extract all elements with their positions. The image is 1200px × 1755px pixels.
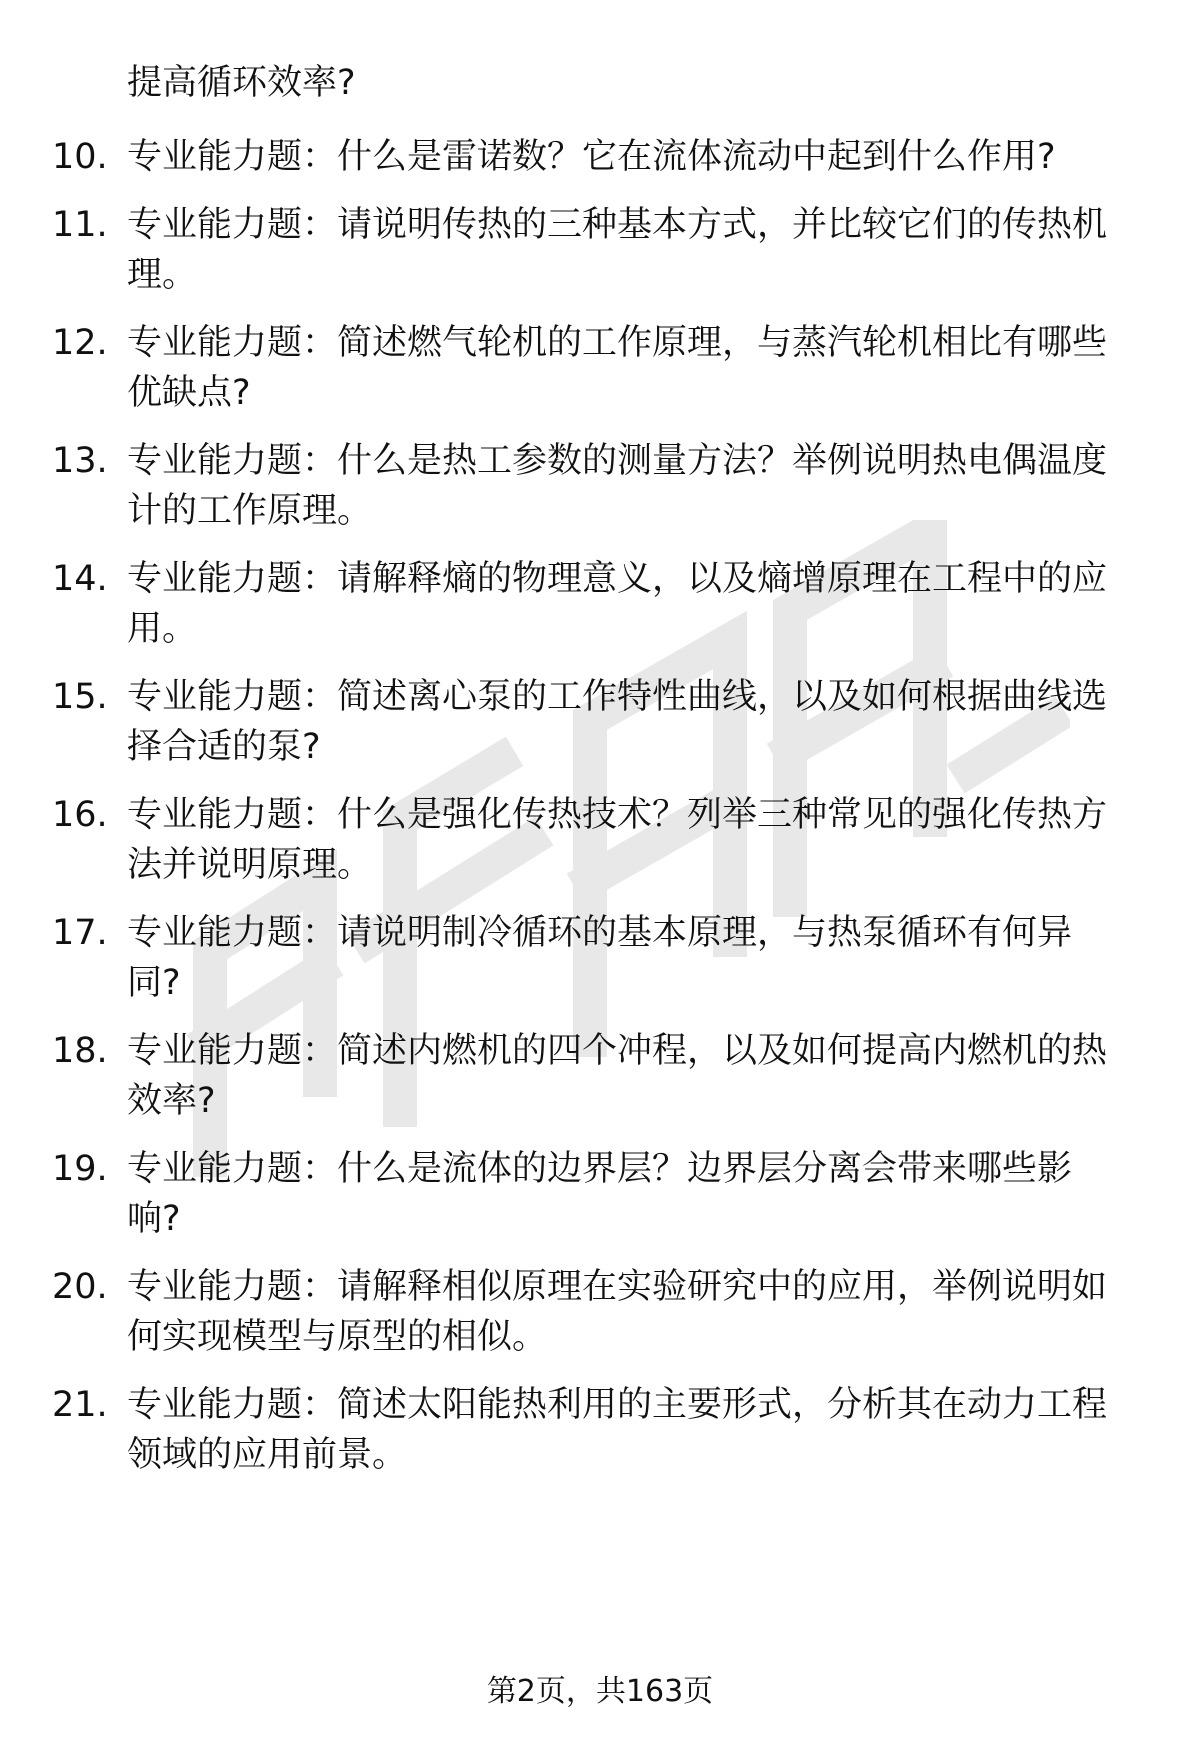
continuation-text: 提高循环效率?: [127, 63, 356, 103]
question-text: 专业能力题：什么是强化传热技术？列举三种常见的强化传热方 法并说明原理。: [127, 795, 1108, 885]
question-number: 20.: [52, 1267, 108, 1307]
page-footer: 第2页，共163页: [486, 1674, 714, 1709]
question-text: 专业能力题：简述内燃机的四个冲程，以及如何提高内燃机的热 效率?: [127, 1031, 1108, 1121]
question-text: 专业能力题：简述离心泵的工作特性曲线，以及如何根据曲线选 择合适的泵?: [127, 677, 1108, 767]
question-number: 16.: [52, 795, 108, 835]
question-number: 14.: [52, 559, 108, 599]
question-number: 18.: [52, 1031, 108, 1071]
question-number: 17.: [52, 913, 108, 953]
question-number: 19.: [52, 1149, 108, 1189]
question-text: 专业能力题：什么是雷诺数？它在流体流动中起到什么作用?: [127, 137, 1056, 177]
question-number: 21.: [52, 1385, 108, 1425]
question-text: 专业能力题：请说明制冷循环的基本原理，与热泵循环有何异 同?: [127, 913, 1073, 1003]
question-text: 专业能力题：请说明传热的三种基本方式，并比较它们的传热机 理。: [127, 205, 1108, 295]
question-number: 12.: [52, 323, 108, 363]
question-text: 专业能力题：简述燃气轮机的工作原理，与蒸汽轮机相比有哪些 优缺点?: [127, 323, 1108, 413]
question-number: 15.: [52, 677, 108, 717]
question-text: 专业能力题：简述太阳能热利用的主要形式，分析其在动力工程 领域的应用前景。: [127, 1385, 1108, 1475]
question-text: 专业能力题：请解释相似原理在实验研究中的应用，举例说明如 何实现模型与原型的相似。: [127, 1267, 1108, 1357]
question-text: 专业能力题：什么是热工参数的测量方法？举例说明热电偶温度 计的工作原理。: [127, 441, 1108, 531]
question-number: 11.: [52, 205, 108, 245]
question-text: 专业能力题：请解释熵的物理意义，以及熵增原理在工程中的应 用。: [127, 559, 1108, 649]
question-number: 10.: [52, 137, 108, 177]
question-text: 专业能力题：什么是流体的边界层？边界层分离会带来哪些影 响?: [127, 1149, 1073, 1239]
question-number: 13.: [52, 441, 108, 481]
